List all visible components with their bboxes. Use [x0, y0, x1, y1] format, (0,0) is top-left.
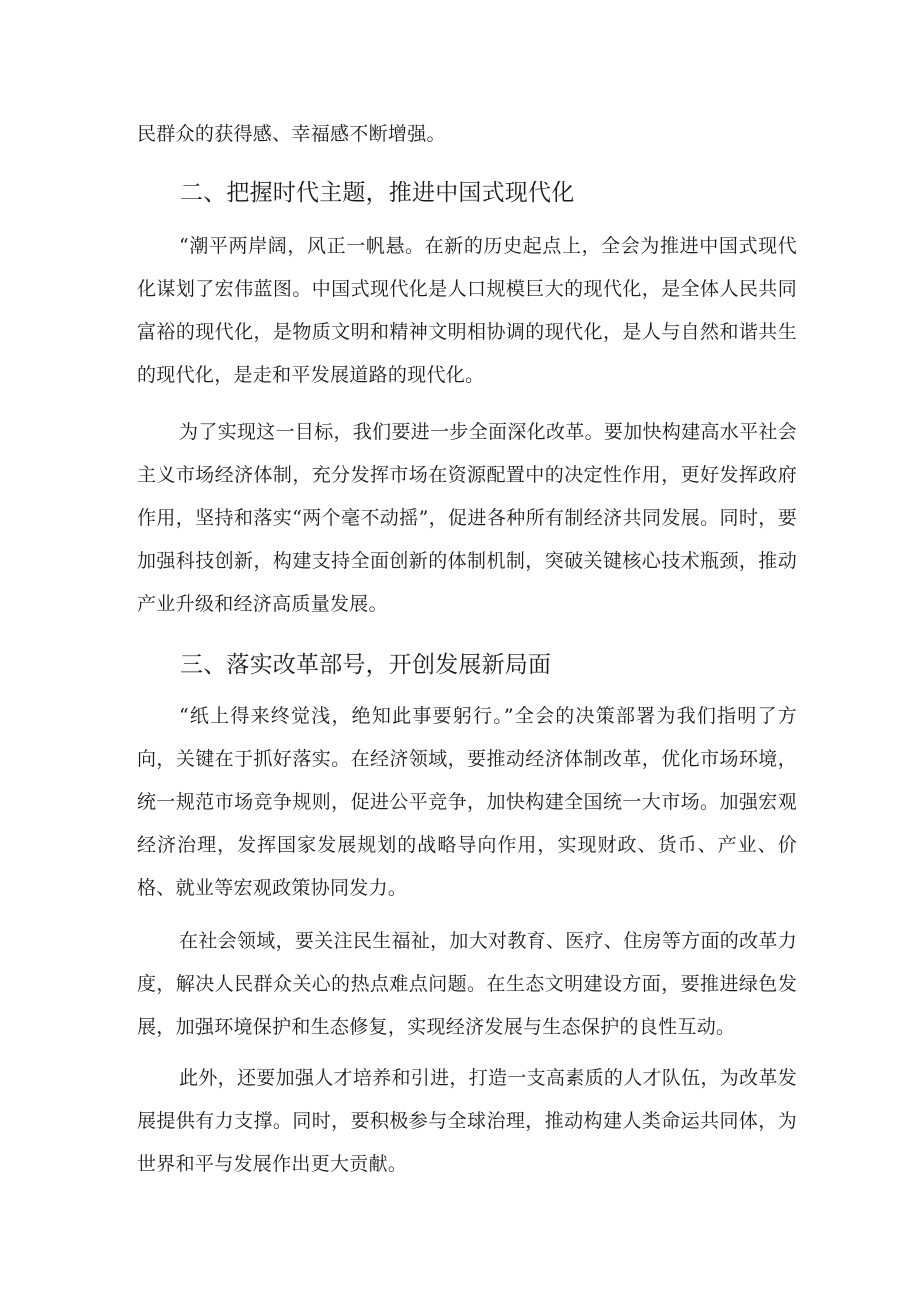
paragraph-3-3: 此外，还要加强人才培养和引进，打造一支高素质的人才队伍，为改革发展提供有力支撑。同时，要积极参与全球治理，推动构建人类命运共同体，为世界和平与发展作出更大贡献。: [137, 1067, 797, 1175]
continuation-paragraph: 民群众的获得感、幸福感不断增强。: [137, 123, 446, 145]
paragraph-3-1: “纸上得来终觉浅，绝知此事要躬行。”全会的决策部署为我们指明了方向，关键在于抓好落实。在经济领域，要推动经济体制改革，优化市场环境，统一规范市场竞争规则，促进公平竞争，加快构建全国统一大市场。加强宏观经济治理，发挥国家发展规划的战略导向作用，实现财政、货币、产业、价格、就业等宏观政策协同发力。: [137, 705, 797, 899]
paragraph-3-2: 在社会领域，要关注民生福祉，加大对教育、医疗、住房等方面的改革力度，解决人民群众关心的热点难点问题。在生态文明建设方面，要推进绿色发展，加强环境保护和生态修复，实现经济发展与生态保护的良性互动。: [137, 930, 797, 1038]
paragraph-2-2: 为了实现这一目标，我们要进一步全面深化改革。要加快构建高水平社会主义市场经济体制，充分发挥市场在资源配置中的决定性作用，更好发挥政府作用，坚持和落实“两个毫不动摇”，促进各种所有制经济共同发展。同时，要加强科技创新，构建支持全面创新的体制机制，突破关键核心技术瓶颈，推动产业升级和经济高质量发展。: [137, 421, 797, 615]
section-heading-2: 二、把握时代主题，推进中国式现代化: [180, 180, 575, 206]
section-heading-3: 三、落实改革部号，开创发展新局面: [180, 652, 552, 678]
paragraph-2-1: “潮平两岸阔，风正一帆悬。在新的历史起点上，全会为推进中国式现代化谋划了宏伟蓝图。中国式现代化是人口规模巨大的现代化，是全体人民共同富裕的现代化，是物质文明和精神文明相协调的现代化，是人与自然和谐共生的现代化，是走和平发展道路的现代化。: [137, 235, 797, 386]
